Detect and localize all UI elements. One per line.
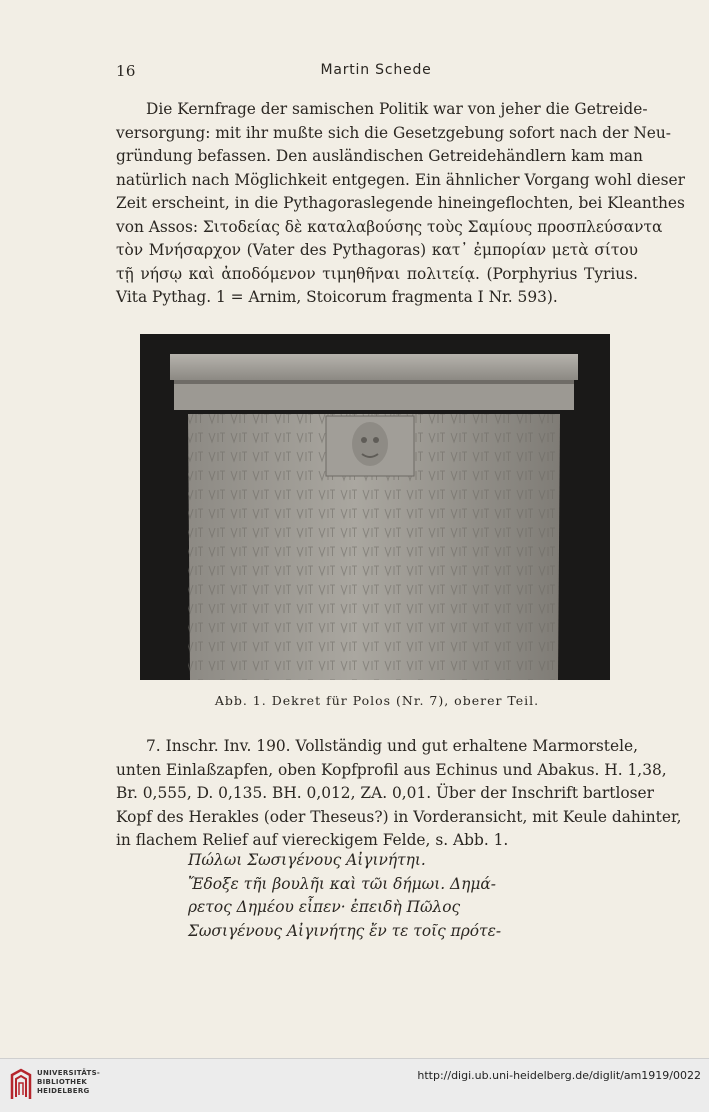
library-name-line: UNIVERSITÄTS-	[37, 1069, 101, 1077]
text-line: τῇ νήσῳ καὶ ἀποδόμενον τιμηθῆναι πολιτείᾳ. (Porphyrius Tyrius.	[116, 264, 638, 283]
text-line: Kopf des Herakles (oder Theseus?) in Vorderansicht, mit Keule dahinter,	[116, 807, 682, 826]
page-header	[116, 62, 636, 84]
paragraph-grain-supply	[116, 98, 685, 310]
text-line: τὸν Μνήσαρχον (Vater des Pythagoras) κατ᾽ ἐμπορίαν μετὰ σίτου	[116, 241, 638, 259]
permalink-url[interactable]: http://digi.ub.uni-heidelberg.de/diglit/am1919/0022	[417, 1069, 701, 1082]
running-head-author: Martin Schede	[320, 62, 432, 78]
text-line: in flachem Relief auf viereckigem Felde, s. Abb. 1.	[116, 831, 509, 849]
stele-image	[140, 334, 610, 680]
text-line: Die Kernfrage der samischen Politik war von jeher die Getreide-	[146, 100, 648, 118]
text-line: 7. Inschr. Inv. 190. Vollständig und gut erhaltene Marmorstele,	[146, 737, 638, 755]
inscription-line: Πώλωι Σωσιγένους Αἰγινήτηι.	[188, 851, 426, 869]
inscription-line: ρετος Δημέου εἶπεν· ἐπειδὴ Πῶλος	[188, 898, 461, 916]
university-library-logo-icon[interactable]	[8, 1067, 34, 1103]
library-name	[37, 1069, 100, 1096]
text-line: versorgung: mit ihr mußte sich die Gesetzgebung sofort nach der Neu-	[116, 123, 672, 142]
greek-inscription-text	[188, 849, 501, 943]
text-line: unten Einlaßzapfen, oben Kopfprofil aus Echinus und Abakus. H. 1,38,	[116, 760, 667, 779]
stele-photograph	[140, 334, 610, 680]
paragraph-inscription-description	[116, 735, 682, 853]
text-line: Vita Pythag. 1 = Arnim, Stoicorum fragmenta I Nr. 593).	[116, 288, 558, 306]
digitization-footer	[0, 1058, 709, 1112]
library-name-line: HEIDELBERG	[37, 1087, 90, 1095]
text-line: natürlich nach Möglichkeit entgegen. Ein ähnlicher Vorgang wohl dieser	[116, 170, 685, 189]
text-line: Zeit erscheint, in die Pythagoraslegende hineingeflochten, bei Kleanthes	[116, 194, 685, 212]
page-number: 16	[116, 62, 136, 80]
text-line: gründung befassen. Den ausländischen Getreidehändlern kam man	[116, 147, 643, 165]
figure-caption: Abb. 1. Dekret für Polos (Nr. 7), oberer Teil.	[214, 693, 540, 708]
text-line: Br. 0,555, D. 0,135. BH. 0,012, ZA. 0,01. Über der Inschrift bartloser	[116, 784, 655, 802]
library-name-line: BIBLIOTHEK	[37, 1078, 88, 1086]
text-line: von Assos: Σιτοδείας δὲ καταλαβούσης τοὺς Σαμίους προσπλεύσαντα	[116, 217, 663, 236]
inscription-line: Σωσιγένους Αἰγινήτης ἔν τε τοῖς πρότε-	[188, 921, 502, 940]
inscription-line: Ἔδοξε τῆι βουλῆι καὶ τῶι δήμωι. Δημά-	[188, 874, 496, 893]
